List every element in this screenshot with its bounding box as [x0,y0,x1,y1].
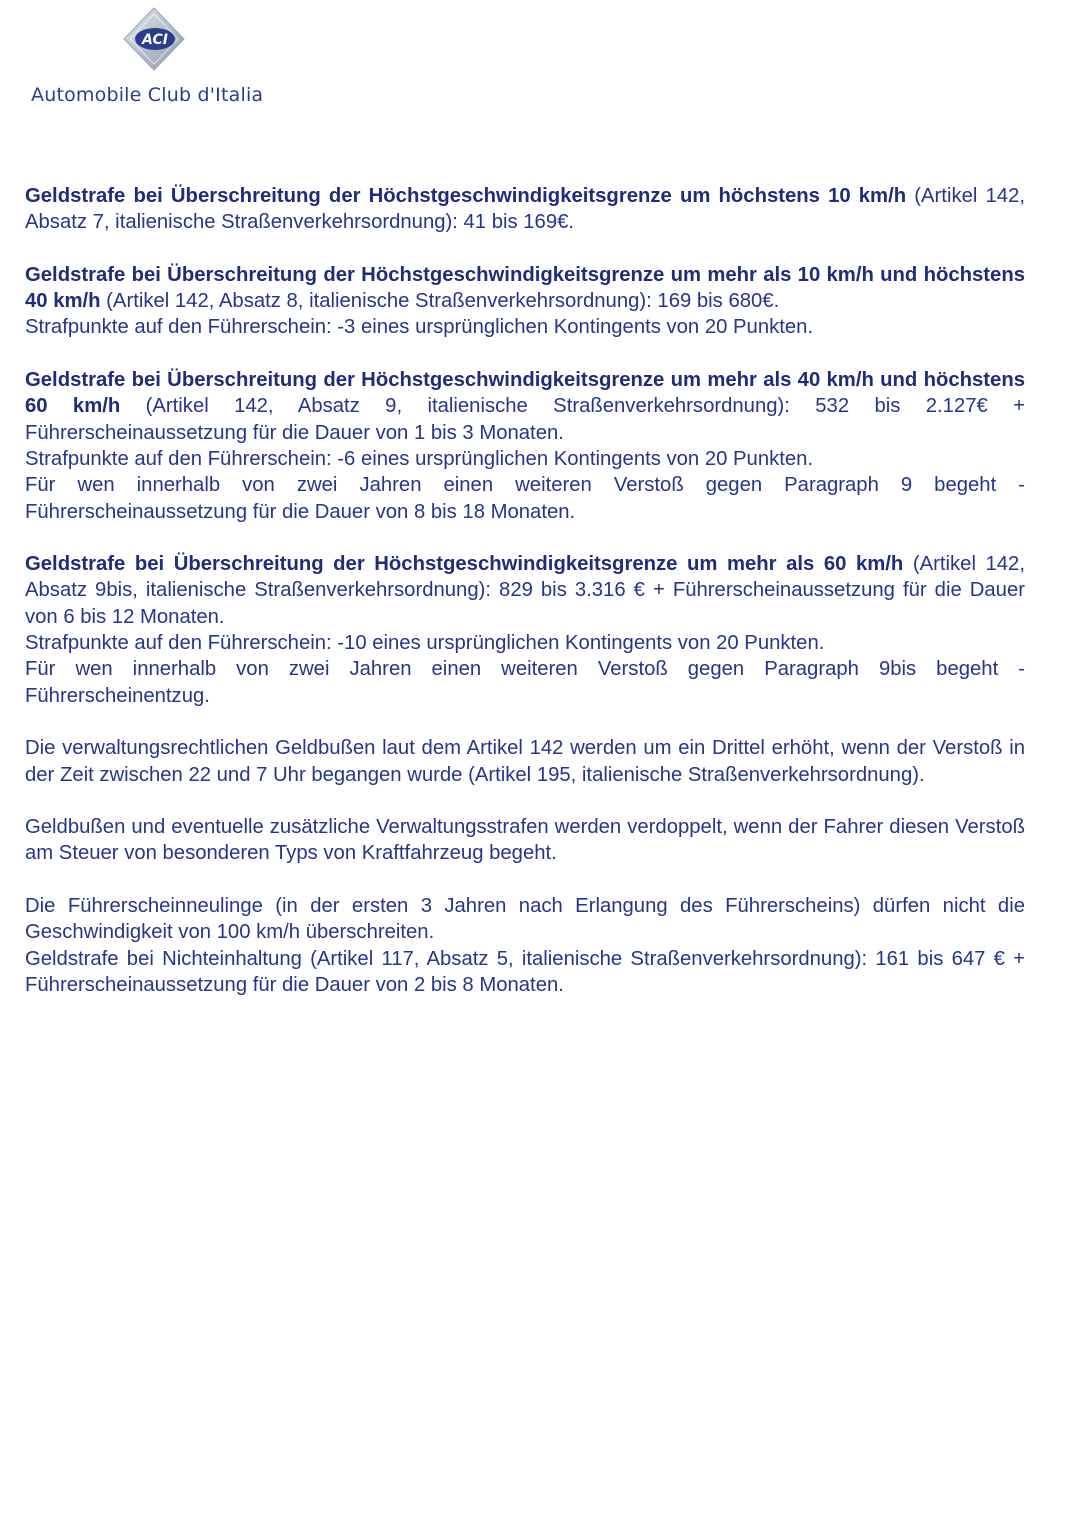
section-heading: Geldstrafe bei Überschreitung der Höchstgeschwindigkeitsgrenze um mehr als 40 km/h und höchstens 60 km/h [25,369,1025,418]
aci-emblem-text: ACI [142,32,168,48]
penalty-points-line: Strafpunkte auf den Führerschein: -6 eines ursprünglichen Kontingents von 20 Punkten. [25,447,814,470]
fine-section-4 [25,551,1025,709]
repeat-offense-line: Für wen innerhalb von zwei Jahren einen weiteren Verstoß gegen Paragraph 9 begeht - Führerscheinaussetzung für die Dauer von 8 bis 18 Monaten. [25,474,1025,523]
section-heading: Geldstrafe bei Überschreitung der Höchstgeschwindigkeitsgrenze um höchstens 10 km/h [25,185,907,207]
section-heading: Geldstrafe bei Überschreitung der Höchstgeschwindigkeitsgrenze um mehr als 60 km/h [25,553,904,576]
repeat-offense-line: Für wen innerhalb von zwei Jahren einen weiteren Verstoß gegen Paragraph 9bis begeht - Führerscheinentzug. [25,658,1025,707]
aci-logo [28,6,268,106]
night-surcharge-paragraph: Die verwaltungsrechtlichen Geldbußen laut dem Artikel 142 werden um ein Drittel erhöht, wenn der Verstoß in der Zeit zwischen 22 und 7 Uhr begangen wurde (Artikel 195, italienische Straßenverkehrsordnung). [25,737,1025,786]
novice-limit-line: Die Führerscheinneulinge (in der ersten 3 Jahren nach Erlangung des Führerscheins) dürfen nicht die Geschwindigkeit von 100 km/h überschreiten. [25,895,1025,944]
logo-text: Automobile Club d'Italia [31,84,264,106]
penalty-points-line: Strafpunkte auf den Führerschein: -10 eines ursprünglichen Kontingents von 20 Punkten. [25,632,825,655]
section-text: (Artikel 142, Absatz 9bis, italienische Straßenverkehrsordnung): 829 bis 3.316 € + Führerscheinaussetzung für die Dauer von 6 bis 12 Monaten. [25,553,1025,628]
fine-section-2 [25,262,1025,341]
section-text: (Artikel 142, Absatz 9, italienische Straßenverkehrsordnung): 532 bis 2.127€ + Führerscheinaussetzung für die Dauer von 1 bis 3 Monaten. [25,395,1025,444]
section-heading: Geldstrafe bei Überschreitung der Höchstgeschwindigkeitsgrenze um mehr als 10 km/h und höchstens 40 km/h [25,263,1025,313]
double-fine-paragraph: Geldbußen und eventuelle zusätzliche Verwaltungsstrafen werden verdoppelt, wenn der Fahrer diesen Verstoß am Steuer von besonderen Typs von Kraftfahrzeug begeht. [25,816,1025,865]
section-text: (Artikel 142, Absatz 7, italienische Straßenverkehrsordnung): 41 bis 169€. [25,185,1025,234]
aci-emblem-icon [122,6,186,72]
section-text: (Artikel 142, Absatz 8, italienische Straßenverkehrsordnung): 169 bis 680€. [100,290,780,313]
fine-section-1 [25,183,1025,236]
fine-section-3 [25,367,1025,525]
document-body [25,183,1025,1025]
novice-driver-paragraph [25,893,1025,998]
novice-fine-line: Geldstrafe bei Nichteinhaltung (Artikel 117, Absatz 5, italienische Straßenverkehrsordnung): 161 bis 647 € + Führerscheinaussetzung für die Dauer von 2 bis 8 Monaten. [25,947,1025,996]
penalty-points-line: Strafpunkte auf den Führerschein: -3 eines ursprünglichen Kontingents von 20 Punkten. [25,316,814,339]
